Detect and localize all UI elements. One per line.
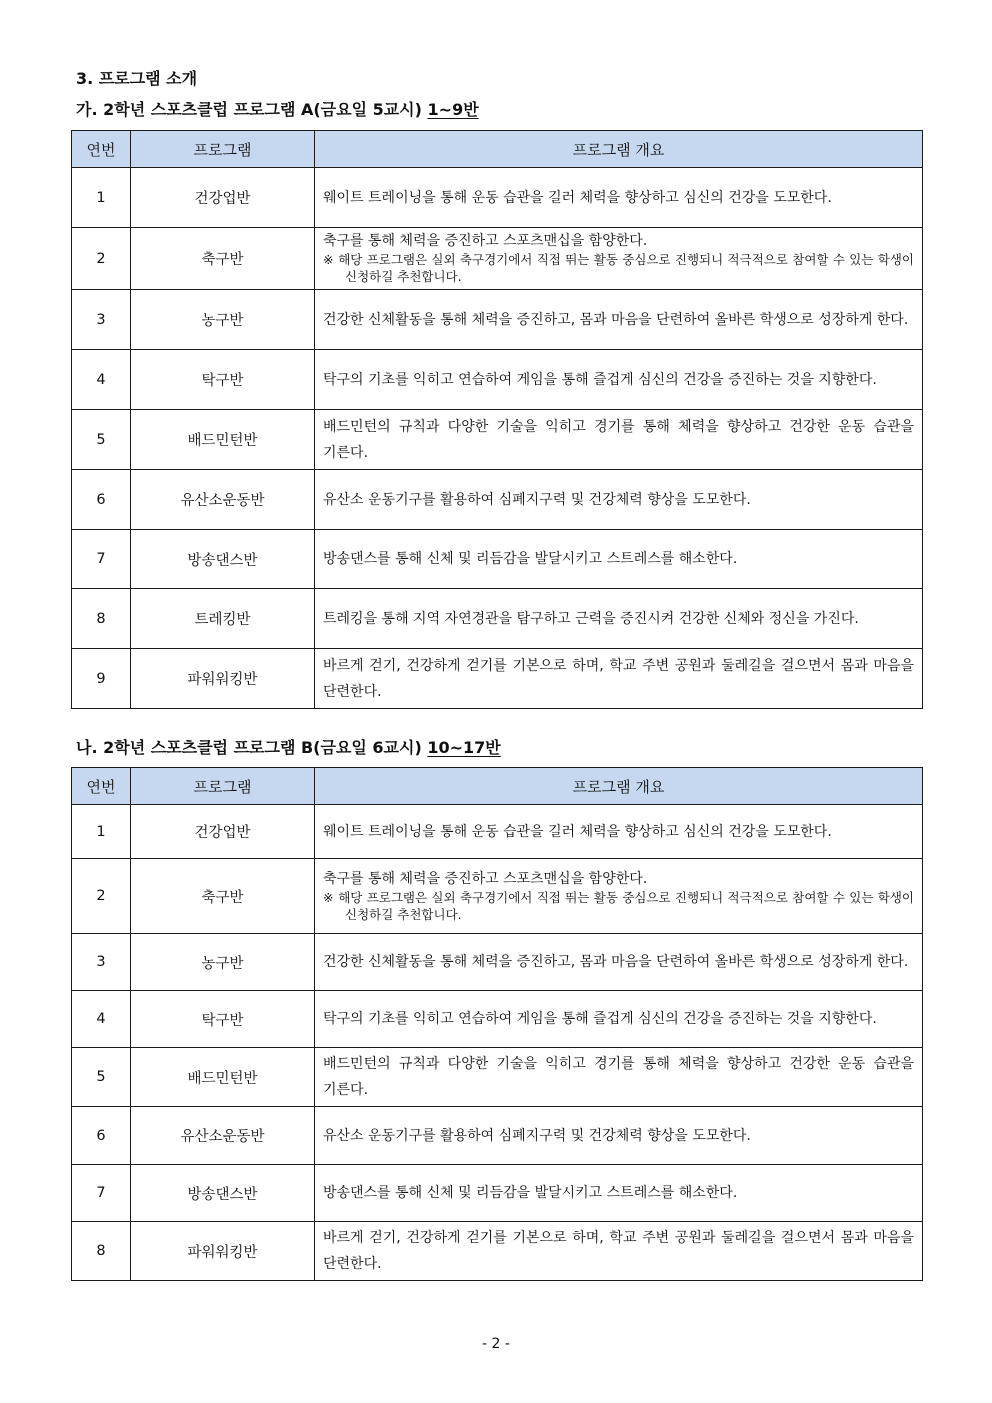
table-row [72, 649, 923, 709]
table-row [72, 168, 923, 228]
description-text: 유산소 운동기구를 활용하여 심폐지구력 및 건강체력 향상을 도모한다. [323, 491, 751, 508]
program-description [315, 1222, 923, 1281]
description-text: 건강한 신체활동을 통해 체력을 증진하고, 몸과 마음을 단련하여 올바른 학생으로 성장하게 한다. [323, 311, 909, 328]
table-row [72, 991, 923, 1048]
row-number: 1 [72, 168, 131, 228]
program-description [315, 470, 923, 530]
description-text: 탁구의 기초를 익히고 연습하여 게임을 통해 즐겁게 심신의 건강을 증진하는 것을 지향한다. [323, 371, 877, 388]
row-number: 1 [72, 805, 131, 859]
program-name: 탁구반 [131, 350, 315, 410]
table-row [72, 530, 923, 589]
table-row [72, 934, 923, 991]
description-text: 유산소 운동기구를 활용하여 심폐지구력 및 건강체력 향상을 도모한다. [323, 1127, 751, 1144]
program-description [315, 410, 923, 470]
description-text: 웨이트 트레이닝을 통해 운동 습관을 길러 체력을 향상하고 심신의 건강을 도모한다. [323, 823, 832, 840]
row-number: 7 [72, 530, 131, 589]
table-row [72, 350, 923, 410]
program-name: 건강업반 [131, 805, 315, 859]
table-row [72, 410, 923, 470]
row-number: 8 [72, 589, 131, 649]
description-text: 탁구의 기초를 익히고 연습하여 게임을 통해 즐겁게 심신의 건강을 증진하는 것을 지향한다. [323, 1011, 877, 1027]
description-text: 축구를 통해 체력을 증진하고 스포츠맨십을 함양한다. [323, 233, 648, 249]
program-name: 트레킹반 [131, 589, 315, 649]
table-header-row [72, 768, 923, 805]
program-name: 방송댄스반 [131, 1165, 315, 1222]
program-description [315, 290, 923, 350]
program-a-heading-main: 가. 2학년 스포츠클럽 프로그램 A(금요일 5교시) [76, 100, 422, 119]
program-name: 농구반 [131, 934, 315, 991]
description-text: 건강한 신체활동을 통해 체력을 증진하고, 몸과 마음을 단련하여 올바른 학생으로 성장하게 한다. [323, 954, 909, 970]
table-row [72, 1048, 923, 1107]
row-number: 8 [72, 1222, 131, 1281]
program-description [315, 589, 923, 649]
table-header-row [72, 131, 923, 168]
description-note: ※ 해당 프로그램은 실외 축구경기에서 직접 뛰는 활동 중심으로 진행되니 적극적으로 참여할 수 있는 학생이 신청하길 추천합니다. [323, 252, 914, 284]
program-name: 축구반 [131, 859, 315, 934]
description-text: 방송댄스를 통해 신체 및 리듬감을 발달시키고 스트레스를 해소한다. [323, 551, 738, 567]
table-row [72, 290, 923, 350]
description-text: 축구를 통해 체력을 증진하고 스포츠맨십을 함양한다. [323, 870, 648, 887]
row-number: 3 [72, 290, 131, 350]
header-no: 연번 [72, 768, 131, 805]
header-no: 연번 [72, 131, 131, 168]
program-description [315, 934, 923, 991]
header-overview: 프로그램 개요 [315, 768, 923, 805]
program-name: 파워워킹반 [131, 1222, 315, 1281]
section-title: 3. 프로그램 소개 [76, 69, 198, 88]
program-description [315, 1048, 923, 1107]
table-row [72, 228, 923, 290]
row-number: 5 [72, 410, 131, 470]
description-note: ※ 해당 프로그램은 실외 축구경기에서 직접 뛰는 활동 중심으로 진행되니 적극적으로 참여할 수 있는 학생이 신청하길 추천합니다. [323, 889, 914, 922]
program-name: 파워워킹반 [131, 649, 315, 709]
description-text: 배드민턴의 규칙과 다양한 기술을 익히고 경기를 통해 체력을 향상하고 건강한 운동 습관을 기른다. [323, 1056, 914, 1098]
row-number: 2 [72, 859, 131, 934]
header-overview: 프로그램 개요 [315, 131, 923, 168]
table-row [72, 1222, 923, 1281]
program-name: 축구반 [131, 228, 315, 290]
program-b-table [71, 767, 923, 1281]
program-b-heading [76, 737, 501, 759]
program-description [315, 350, 923, 410]
program-description [315, 649, 923, 709]
row-number: 7 [72, 1165, 131, 1222]
description-text: 방송댄스를 통해 신체 및 리듬감을 발달시키고 스트레스를 해소한다. [323, 1185, 738, 1201]
table-row [72, 805, 923, 859]
table-row [72, 1165, 923, 1222]
program-description [315, 228, 923, 290]
program-description [315, 859, 923, 934]
description-text: 웨이트 트레이닝을 통해 운동 습관을 길러 체력을 향상하고 심신의 건강을 도모한다. [323, 189, 832, 206]
program-name: 방송댄스반 [131, 530, 315, 589]
table-row [72, 1107, 923, 1165]
program-name: 배드민턴반 [131, 1048, 315, 1107]
program-name: 배드민턴반 [131, 410, 315, 470]
row-number: 6 [72, 470, 131, 530]
program-description [315, 168, 923, 228]
table-row [72, 589, 923, 649]
program-name: 건강업반 [131, 168, 315, 228]
program-description [315, 991, 923, 1048]
program-description [315, 530, 923, 589]
description-text: 배드민턴의 규칙과 다양한 기술을 익히고 경기를 통해 체력을 향상하고 건강한 운동 습관을 기른다. [323, 418, 914, 461]
row-number: 9 [72, 649, 131, 709]
program-description [315, 805, 923, 859]
program-name: 유산소운동반 [131, 1107, 315, 1165]
page-number: - 2 - [482, 1336, 510, 1352]
program-description [315, 1107, 923, 1165]
row-number: 4 [72, 350, 131, 410]
program-a-heading [76, 99, 479, 121]
table-row [72, 470, 923, 530]
row-number: 6 [72, 1107, 131, 1165]
program-name: 농구반 [131, 290, 315, 350]
description-text: 트레킹을 통해 지역 자연경관을 탐구하고 근력을 증진시켜 건강한 신체와 정신을 가진다. [323, 610, 859, 627]
program-a-grade-range: 1~9반 [427, 100, 479, 119]
program-a-table [71, 130, 923, 709]
row-number: 2 [72, 228, 131, 290]
header-program: 프로그램 [131, 768, 315, 805]
description-text: 바르게 걷기, 건강하게 걷기를 기본으로 하며, 학교 주변 공원과 둘레길을 걸으면서 몸과 마음을 단련한다. [323, 1230, 914, 1272]
table-row [72, 859, 923, 934]
program-name: 유산소운동반 [131, 470, 315, 530]
header-program: 프로그램 [131, 131, 315, 168]
program-b-heading-main: 나. 2학년 스포츠클럽 프로그램 B(금요일 6교시) [76, 738, 422, 757]
program-b-grade-range: 10~17반 [427, 738, 501, 757]
program-description [315, 1165, 923, 1222]
row-number: 5 [72, 1048, 131, 1107]
row-number: 3 [72, 934, 131, 991]
description-text: 바르게 걷기, 건강하게 걷기를 기본으로 하며, 학교 주변 공원과 둘레길을 걸으면서 몸과 마음을 단련한다. [323, 657, 914, 700]
row-number: 4 [72, 991, 131, 1048]
program-name: 탁구반 [131, 991, 315, 1048]
